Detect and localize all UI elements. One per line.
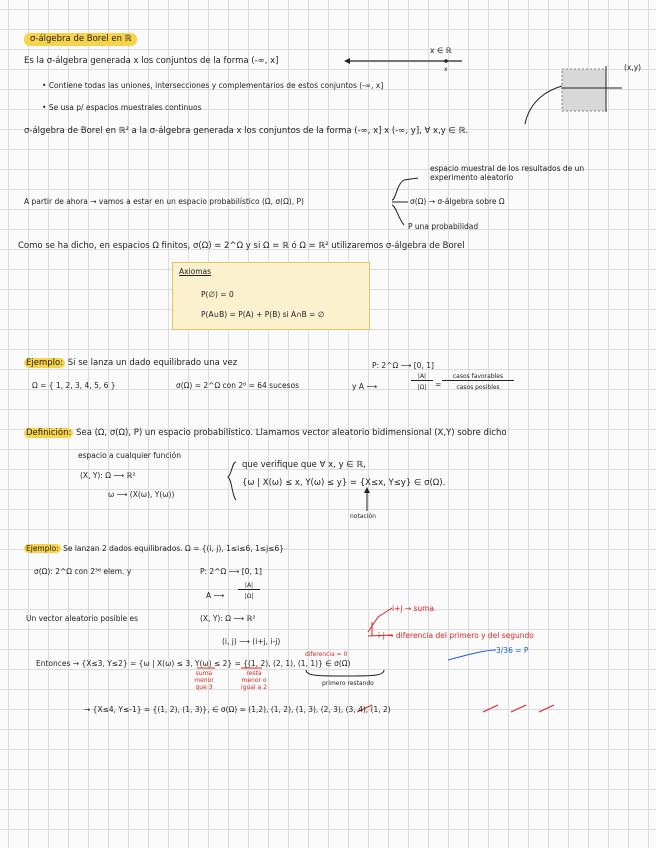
last-line: → {X≤4, Y≤-1} = {(1, 2), (1, 3)}, ∈ σ(Ω) = (1,2), (1, 2), (1, 3), (2, 3), (3, 4), (1, 2) <box>84 705 391 714</box>
borel-definition-line: Es la σ-álgebra generada x los conjuntos de la forma (-∞, x] <box>24 56 279 66</box>
ejemplo1-sigma: σ(Ω) = 2^Ω con 2⁶ = 64 sucesos <box>176 381 299 390</box>
ejemplo2-frac-den: |Ω| <box>244 593 254 600</box>
notacion-label: notación <box>350 513 376 520</box>
ejemplo1-frac-num: |A| <box>411 373 433 381</box>
ejemplo1-frac2-num: casos favorables <box>442 373 514 381</box>
definicion-text2: espacio a cualquier función <box>78 451 181 460</box>
definicion-cond1: que verifique que ∀ x, y ∈ ℝ, <box>242 460 366 470</box>
bullet-uso-text: Se usa p/ espacios muestrales continuos <box>48 103 202 112</box>
red-dif-cero: diferencia = 0 <box>305 651 348 658</box>
note-suma-menor: suma menor que 3 <box>194 670 214 691</box>
definicion-text: Sea (Ω, σ(Ω), P) un espacio probabilístico. Llamamos vector aleatorio bidimensional (X,Y) sobre dicho <box>76 428 507 438</box>
ejemplo1-prob-lhs: y A ⟶ <box>352 382 378 391</box>
ejemplo2-label: Ejemplo: <box>26 544 59 553</box>
definicion-label: Definición: <box>26 428 72 438</box>
ejemplo2-text: Se lanzan 2 dados equilibrados. Ω = {(i, j), 1≤i≤6, 1≤j≤6} <box>63 544 284 553</box>
primero-restando: primero restando <box>322 680 374 687</box>
axiom-2: P(A∪B) = P(A) + P(B) si A∩B = ∅ <box>201 310 325 319</box>
bullet-uso: • Se usa p/ espacios muestrales continuos <box>42 103 202 112</box>
ejemplo1-frac2-den: casos posibles <box>456 384 500 391</box>
vector-map: (X, Y): Ω ⟶ ℝ² <box>200 614 256 623</box>
finite-spaces-line: Como se ha dicho, en espacios Ω finitos, σ(Ω) = 2^Ω y si Ω = ℝ ó Ω = ℝ² utilizaremos σ-álgebra de Borel <box>18 241 465 251</box>
definicion-map2: ω ⟶ (X(ω), Y(ω)) <box>108 490 175 499</box>
ejemplo2-frac-num: |A| <box>238 582 260 590</box>
ejemplo1-omega: Ω = { 1, 2, 3, 4, 5, 6 } <box>32 381 116 390</box>
axis-label: x ∈ ℝ <box>430 46 452 55</box>
blue-probability: 3/36 = P <box>496 646 529 655</box>
red-note-diferencia: i-j → diferencia del primero y del segundo <box>378 631 534 640</box>
ejemplo1-frac-den: |Ω| <box>417 384 427 391</box>
vector-text: Un vector aleatorio posible es <box>26 614 139 623</box>
corner-point-label: (x,y) <box>624 63 642 72</box>
axis-mark: x <box>444 66 448 73</box>
p-note: P una probabilidad <box>408 222 479 231</box>
bullet-contiene: • Contiene todas las uniones, intersecciones y complementarios de estos conjuntos (-∞, x] <box>42 81 384 90</box>
axiomas-title: Axiomas <box>179 267 212 276</box>
ejemplo1-eq: = <box>435 380 442 389</box>
section-title-borel: σ-álgebra de Borel en ℝ <box>24 33 137 46</box>
ejemplo1-text: Si se lanza un dado equilibrado una vez <box>67 358 238 368</box>
borel-r2-line: σ-álgebra de Borel en ℝ² a la σ-álgebra generada x los conjuntos de la forma (-∞, x] x (-∞, y], ∀ x,y ∈ ℝ. <box>24 126 469 136</box>
note-resta-menor: resta menor o igual a 2 <box>241 670 267 691</box>
ejemplo2-A-map: A ⟶ <box>206 591 225 600</box>
bullet-contiene-text: Contiene todas las uniones, intersecciones y complementarios de estos conjuntos (-∞, x] <box>48 81 384 90</box>
entonces-line: Entonces → {X≤3, Y≤2} = {ω | X(ω) ≤ 3, Y(ω) ≤ 2} = {(1, 2), (2, 1), (1, 1)} ∈ σ(Ω) <box>36 659 351 668</box>
ejemplo1-label: Ejemplo: <box>26 358 64 368</box>
ejemplo2-map: P: 2^Ω ⟶ [0, 1] <box>200 567 262 576</box>
red-note-suma: i+j → suma <box>392 604 435 613</box>
definicion-cond2: {ω | X(ω) ≤ x, Y(ω) ≤ y} = {X≤x, Y≤y} ∈ σ(Ω). <box>242 478 446 488</box>
ejemplo1-map: P: 2^Ω ⟶ [0, 1] <box>372 361 434 370</box>
axiomas-box <box>172 262 370 330</box>
ejemplo2 <box>24 543 284 554</box>
definicion-map1: (X, Y): Ω ⟶ ℝ² <box>80 471 136 480</box>
axiom-1: P(∅) = 0 <box>201 290 234 299</box>
pair-map: (i, j) ⟶ (i+j, i-j) <box>222 637 281 646</box>
definicion-line <box>24 428 507 439</box>
ejemplo2-sigma: σ(Ω): 2^Ω con 2³⁶ elem. y <box>34 567 132 576</box>
ejemplo1 <box>24 358 237 369</box>
omega-note: espacio muestral de los resultados de un experimento aleatorio <box>430 164 585 182</box>
intro-probabilistic-space: A partir de ahora → vamos a estar en un espacio probabilístico (Ω, σ(Ω), P) <box>24 197 304 206</box>
sigma-note: σ(Ω) → σ-álgebra sobre Ω <box>410 197 505 206</box>
